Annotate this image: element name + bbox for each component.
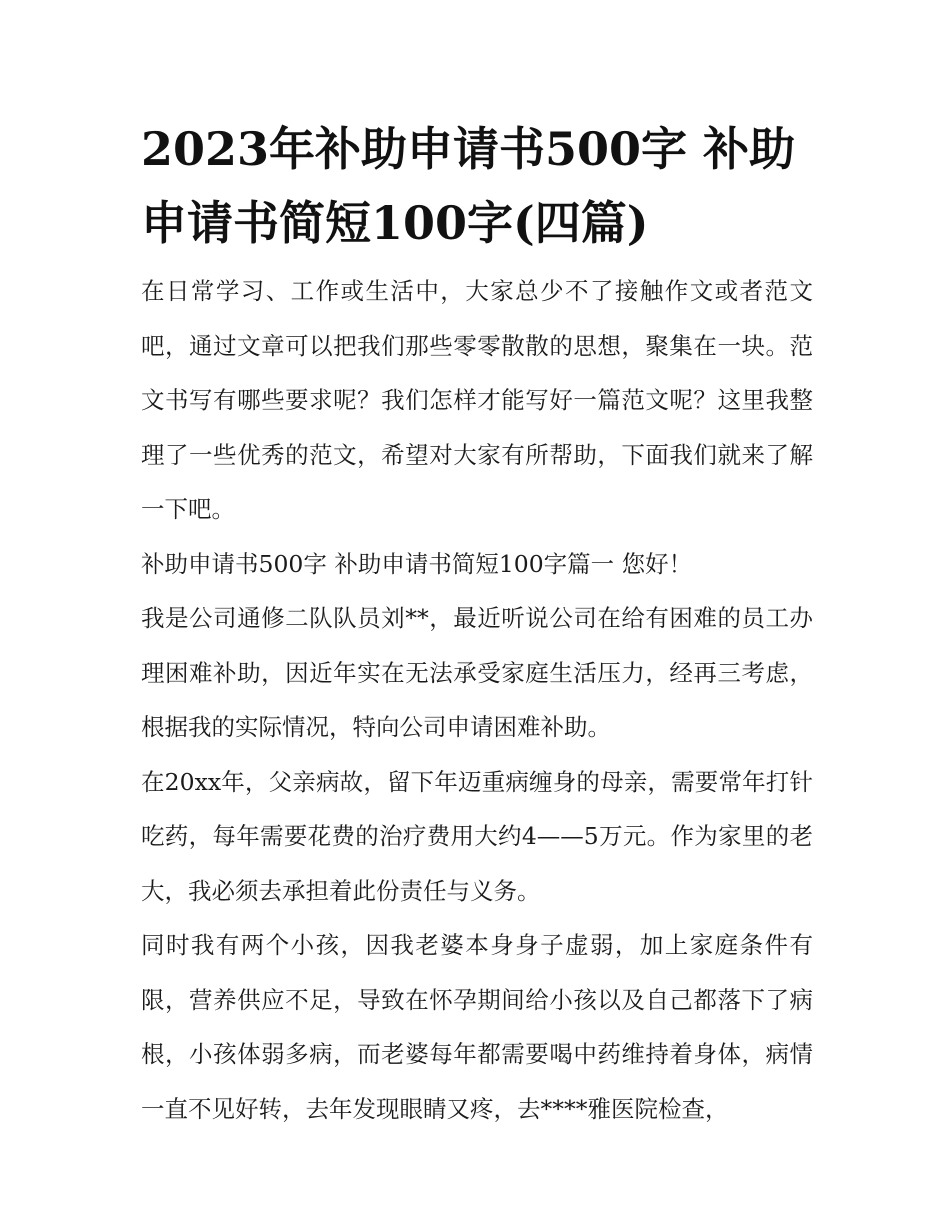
body-paragraph: 我是公司通修二队队员刘**，最近听说公司在给有困难的员工办理困难补助，因近年实在无法承受家庭生活压力，经再三考虑，根据我的实际情况，特向公司申请困难补助。 xyxy=(141,604,813,741)
section-heading-paragraph: 补助申请书500字 补助申请书简短100字篇一 您好！ xyxy=(141,549,693,578)
body-paragraph: 在20xx年，父亲病故，留下年迈重病缠身的母亲，需要常年打针吃药，每年需要花费的治疗费用大约4——5万元。作为家里的老大，我必须去承担着此份责任与义务。 xyxy=(141,767,813,905)
document-title: 2023年补助申请书500字 补助申请书简短100字(四篇) xyxy=(141,122,796,250)
document-body xyxy=(141,112,813,1136)
body-paragraph: 同时我有两个小孩，因我老婆本身身子虚弱，加上家庭条件有限，营养供应不足，导致在怀孕期间给小孩以及自己都落下了病根，小孩体弱多病，而老婆每年都需要喝中药维持着身体，病情一直不见好转，去年发现眼睛又疼，去****雅医院检查， xyxy=(141,931,813,1123)
intro-paragraph: 在日常学习、工作或生活中，大家总少不了接触作文或者范文吧，通过文章可以把我们那些零零散散的思想，聚集在一块。范文书写有哪些要求呢？我们怎样才能写好一篇范文呢？这里我整理了一些优秀的范文，希望对大家有所帮助，下面我们就来了解一下吧。 xyxy=(141,277,813,523)
